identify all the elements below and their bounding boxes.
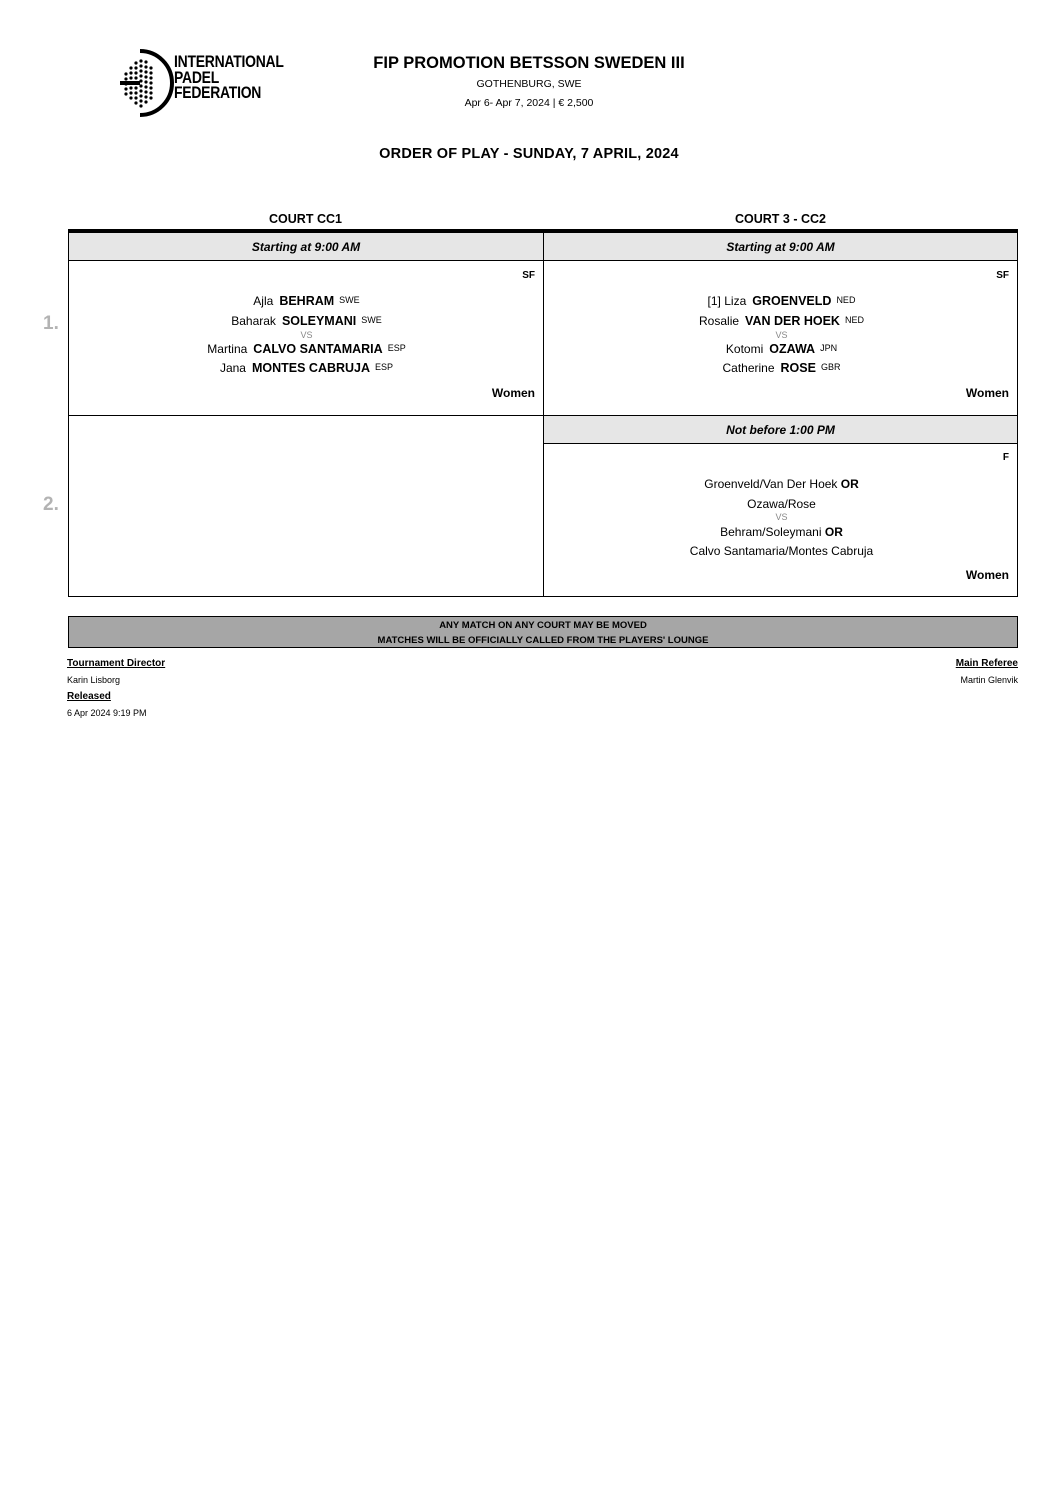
player-last-name: VAN DER HOEK [745,314,840,328]
court-cc1-title: COURT CC1 [269,212,342,226]
player-first-name: [1] Liza [707,294,747,308]
vs-label: VS [775,330,788,340]
court-cc1-start-band [68,232,544,261]
vs-label: VS [300,330,313,340]
notice-banner [68,616,1018,648]
tournament-title: FIP PROMOTION BETSSON SWEDEN III [373,54,685,72]
player-line [69,294,544,308]
player-nationality: SWE [339,295,360,305]
team-line [544,544,1019,558]
player-first-name: Jana [219,361,246,375]
start-time: Not before 1:00 PM [726,423,835,437]
player-nationality: SWE [361,315,382,325]
player-line [69,314,544,328]
tournament-director-label: Tournament Director [67,658,166,669]
court-cc2-start-band [543,232,1018,261]
order-of-play-title: ORDER OF PLAY - SUNDAY, 7 APRIL, 2024 [379,146,679,162]
player-nationality: ESP [375,362,394,372]
player-nationality: NED [844,315,864,325]
match-cell-cc1-1 [68,260,544,416]
or-label: OR [824,525,843,539]
player-line [544,361,1019,375]
player-first-name: Rosalie [699,314,740,328]
team-name: Groenveld/Van Der Hoek [704,477,838,491]
team-name: Ozawa/Rose [747,497,816,511]
player-first-name: Martina [207,342,248,356]
team-line [544,477,1019,491]
start-time: Starting at 9:00 AM [251,240,361,254]
player-first-name: Ajla [253,294,274,308]
player-first-name: Kotomi [725,342,764,356]
player-first-name: Baharak [231,314,276,328]
player-line [544,294,1019,308]
logo-line: INTERNATIONAL [174,52,284,71]
team-name: Behram/Soleymani [720,525,822,539]
match-cell-cc2-2 [543,443,1018,597]
logo-line: FEDERATION [174,83,262,102]
player-last-name: OZAWA [769,342,816,356]
player-nationality: ESP [387,343,406,353]
round-label: SF [522,270,535,281]
main-referee-label: Main Referee [955,658,1018,669]
team-line [544,497,1019,511]
tournament-dates: Apr 6- Apr 7, 2024 | € 2,500 [464,97,594,109]
match-cell-cc1-2-empty [68,415,544,597]
player-last-name: ROSE [780,361,816,375]
player-first-name: Catherine [722,361,775,375]
player-last-name: GROENVELD [752,294,832,308]
court-cc2-row2-band [543,415,1018,444]
player-line [544,314,1019,328]
team-line [544,525,1019,539]
tournament-city: GOTHENBURG, SWE [476,78,582,90]
player-nationality: JPN [820,343,838,353]
or-label: OR [840,477,859,491]
category-label: Women [491,386,535,400]
tournament-director-name: Karin Lisborg [67,675,121,685]
player-last-name: CALVO SANTAMARIA [253,342,383,356]
vs-label: VS [775,512,788,522]
team-name: Calvo Santamaria/Montes Cabruja [689,544,874,558]
notice-line: MATCHES WILL BE OFFICIALLY CALLED FROM THE PLAYERS' LOUNGE [377,635,709,646]
round-label: F [1002,452,1009,463]
player-line [69,361,544,375]
player-line [544,342,1019,356]
start-time: Starting at 9:00 AM [726,240,835,254]
court-cc2-title: COURT 3 - CC2 [735,212,826,226]
category-label: Women [965,568,1009,582]
logo-line: PADEL [174,67,219,87]
row-number: 2. [43,494,59,515]
match-cell-cc2-1 [543,260,1018,416]
row-number: 1. [43,313,59,334]
player-last-name: BEHRAM [279,294,335,308]
released-label: Released [67,691,111,702]
category-label: Women [965,386,1009,400]
notice-line: ANY MATCH ON ANY COURT MAY BE MOVED [439,620,647,631]
player-line [69,342,544,356]
player-last-name: SOLEYMANI [281,314,357,328]
player-nationality: NED [836,295,856,305]
main-referee-name: Martin Glenvik [960,675,1018,685]
released-datetime: 6 Apr 2024 9:19 PM [67,708,147,718]
player-nationality: GBR [820,362,841,372]
round-label: SF [996,270,1009,281]
player-last-name: MONTES CABRUJA [251,361,371,375]
